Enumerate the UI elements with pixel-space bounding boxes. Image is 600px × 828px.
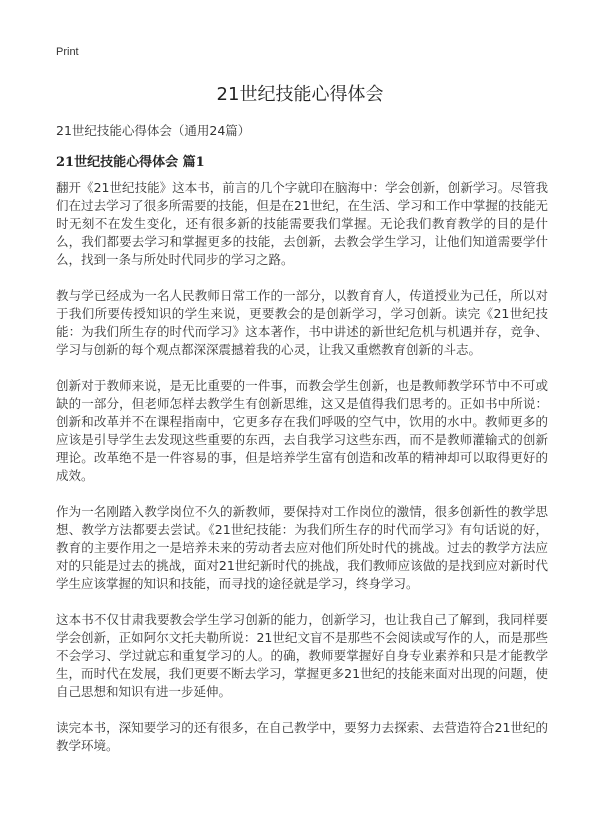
paragraph-2: 教与学已经成为一名人民教师日常工作的一部分，以教育育人，传道授业为己任，所以对于我们所要传授知识的学生来说，更要教会的是创新学习，学习创新。读完《21世纪技能：为我们所生存的时代而学习》这本著作，书中讲述的新世纪危机与机遇并存，竞争、学习与创新的每个观点都深深震撼着我的心灵，让我又重燃教育创新的斗志。 [56,288,548,357]
paragraph-6: 读完本书，深知要学习的还有很多，在自己教学中，要努力去探索、去营造符合21世纪的教学环境。 [56,720,548,753]
paragraph-4: 作为一名刚踏入教学岗位不久的新教师，要保持对工作岗位的激情，很多创新性的教学思想、教学方法都要去尝试。《21世纪技能：为我们所生存的时代而学习》有句话说的好，教育的主要作用之一是培养未来的劳动者去应对他们所处时代的挑战。过去的教学方法应对的只能是过去的挑战，面对21世纪新时代的挑战，我们教师应该做的是找到应对新时代学生应该掌握的知识和技能，而寻找的途径就是学习，终身学习。 [56,504,548,591]
paragraph-3: 创新对于教师来说，是无比重要的一件事，而教会学生创新，也是教师教学环节中不可或缺的一部分，但老师怎样去教学生有创新思维，这又是值得我们思考的。正如书中所说：创新和改革并不在课程指南中，它更多存在我们呼吸的空气中，饮用的水中。教师更多的应该是引导学生去发现这些重要的东西，去自我学习这些东西，而不是教师灌输式的创新理论。改革绝不是一件容易的事，但是培养学生富有创造和改革的精神却可以取得更好的成效。 [56,378,548,483]
document-subtitle: 21世纪技能心得体会（通用24篇） [56,123,251,138]
document-body [56,179,548,773]
paragraph-5: 这本书不仅甘肃我要教会学生学习创新的能力，创新学习，也让我自己了解到，我同样要学会创新，正如阿尔文托夫勒所说：21世纪文盲不是那些不会阅读或写作的人，而是那些不会学习、学过就忘和重复学习的人。的确，教师要掌握好自身专业素养和只是才能教学生，而时代在发展，我们更要不断去学习，掌握更多21世纪的技能来面对出现的问题，使自己思想和知识有进一步延伸。 [56,612,548,699]
section-heading: 21世纪技能心得体会 篇1 [56,155,205,170]
print-label: Print [56,46,79,58]
paragraph-1: 翻开《21世纪技能》这本书，前言的几个字就印在脑海中：学会创新，创新学习。尽管我们在过去学习了很多所需要的技能，但是在21世纪，在生活、学习和工作中掌握的技能无时无刻不在发生变化，还有很多新的技能需要我们掌握。无论我们教育教学的目的是什么，我们都要去学习和掌握更多的技能，去创新，去教会学生学习，让他们知道需要学什么，找到一条与所处时代同步的学习之路。 [56,180,548,267]
page-title: 21世纪技能心得体会 [216,84,384,105]
